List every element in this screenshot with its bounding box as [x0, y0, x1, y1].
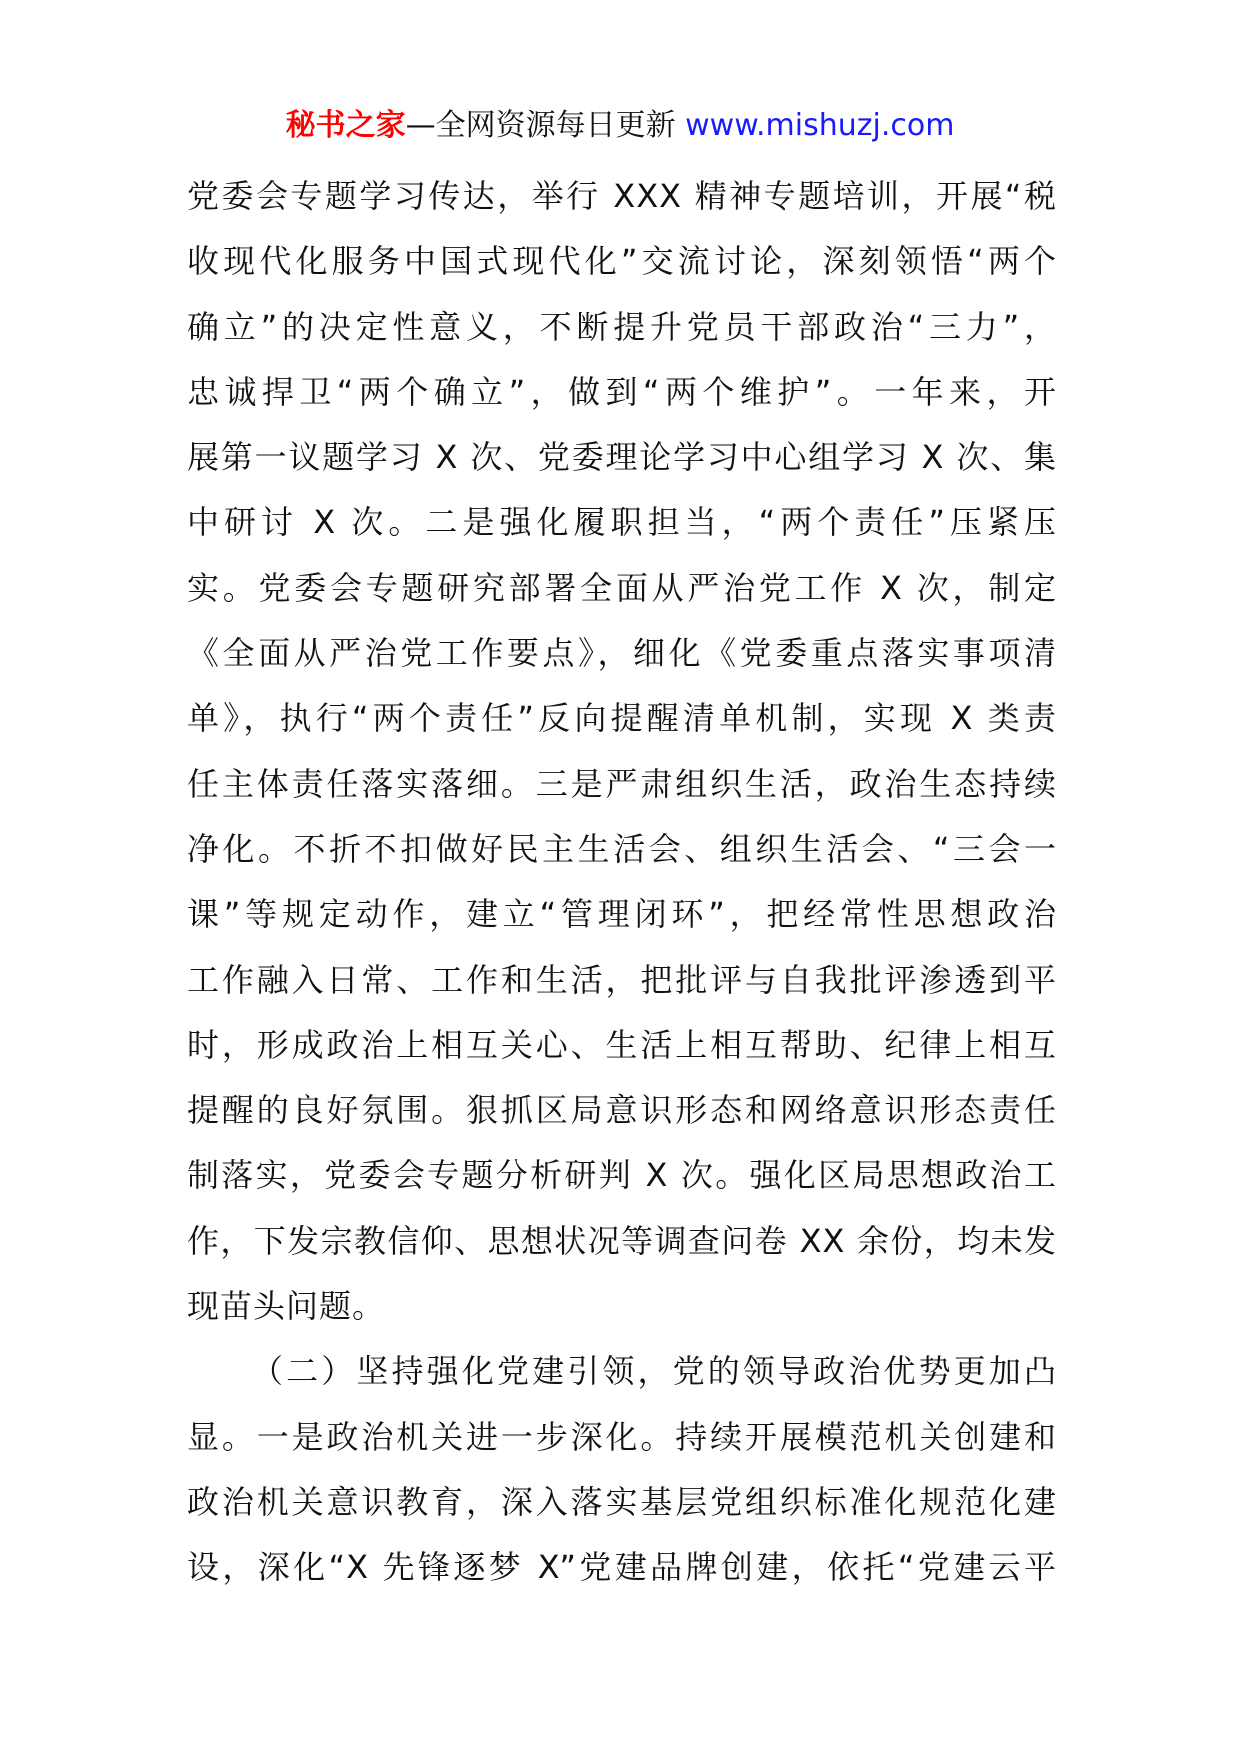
text-line: 制落实，党委会专题分析研判 X 次。强化区局思想政治工: [187, 1156, 1057, 1195]
text-line: 净化。不折不扣做好民主生活会、组织生活会、“三会一: [187, 829, 1057, 868]
text-line: 单》，执行“两个责任”反向提醒清单机制，实现 X 类责: [187, 699, 1057, 738]
text-line: 显。一是政治机关进一步深化。持续开展模范机关创建和: [187, 1417, 1057, 1456]
text-line: 时，形成政治上相互关心、生活上相互帮助、纪律上相互: [187, 1025, 1057, 1064]
text-line: 《全面从严治党工作要点》，细化《党委重点落实事项清: [187, 634, 1057, 673]
text-line: 工作融入日常、工作和生活，把批评与自我批评渗透到平: [187, 960, 1057, 999]
text-line: 政治机关意识教育，深入落实基层党组织标准化规范化建: [187, 1482, 1057, 1521]
text-line: 党委会专题学习传达，举行 XXX 精神专题培训，开展“税: [187, 177, 1057, 215]
text-line: 确立”的决定性意义，不断提升党员干部政治“三力”，: [187, 307, 1057, 346]
header-tagline: —全网资源每日更新: [405, 108, 686, 143]
site-url-link[interactable]: www.mishuzj.com: [685, 108, 955, 143]
site-header: [0, 104, 1240, 148]
text-line: 展第一议题学习 X 次、党委理论学习中心组学习 X 次、集: [187, 438, 1057, 477]
text-line: 忠诚捍卫“两个确立”，做到“两个维护”。一年来，开: [187, 372, 1057, 411]
text-line: 现苗头问题。: [187, 1287, 386, 1326]
paragraph-2: [187, 1339, 1057, 1600]
text-line: 实。党委会专题研究部署全面从严治党工作 X 次，制定: [187, 568, 1057, 607]
text-line: 任主体责任落实落细。三是严肃组织生活，政治生态持续: [187, 764, 1057, 803]
paragraph-1: [187, 164, 1057, 1339]
document-body: [187, 164, 1057, 1601]
text-line: 收现代化服务中国式现代化”交流讨论，深刻领悟“两个: [187, 242, 1057, 281]
text-line: 课”等规定动作，建立“管理闭环”，把经常性思想政治: [187, 895, 1057, 934]
section-heading-line: （二）坚持强化党建引领，党的领导政治优势更加凸: [251, 1352, 1057, 1391]
brand-name: 秘书之家: [285, 108, 406, 143]
text-line: 设，深化“X 先锋逐梦 X”党建品牌创建，依托“党建云平: [187, 1548, 1057, 1587]
text-line: 中研讨 X 次。二是强化履职担当，“两个责任”压紧压: [187, 503, 1057, 542]
text-line: 作，下发宗教信仰、思想状况等调查问卷 XX 余份，均未发: [187, 1221, 1057, 1260]
text-line: 提醒的良好氛围。狠抓区局意识形态和网络意识形态责任: [187, 1091, 1057, 1130]
